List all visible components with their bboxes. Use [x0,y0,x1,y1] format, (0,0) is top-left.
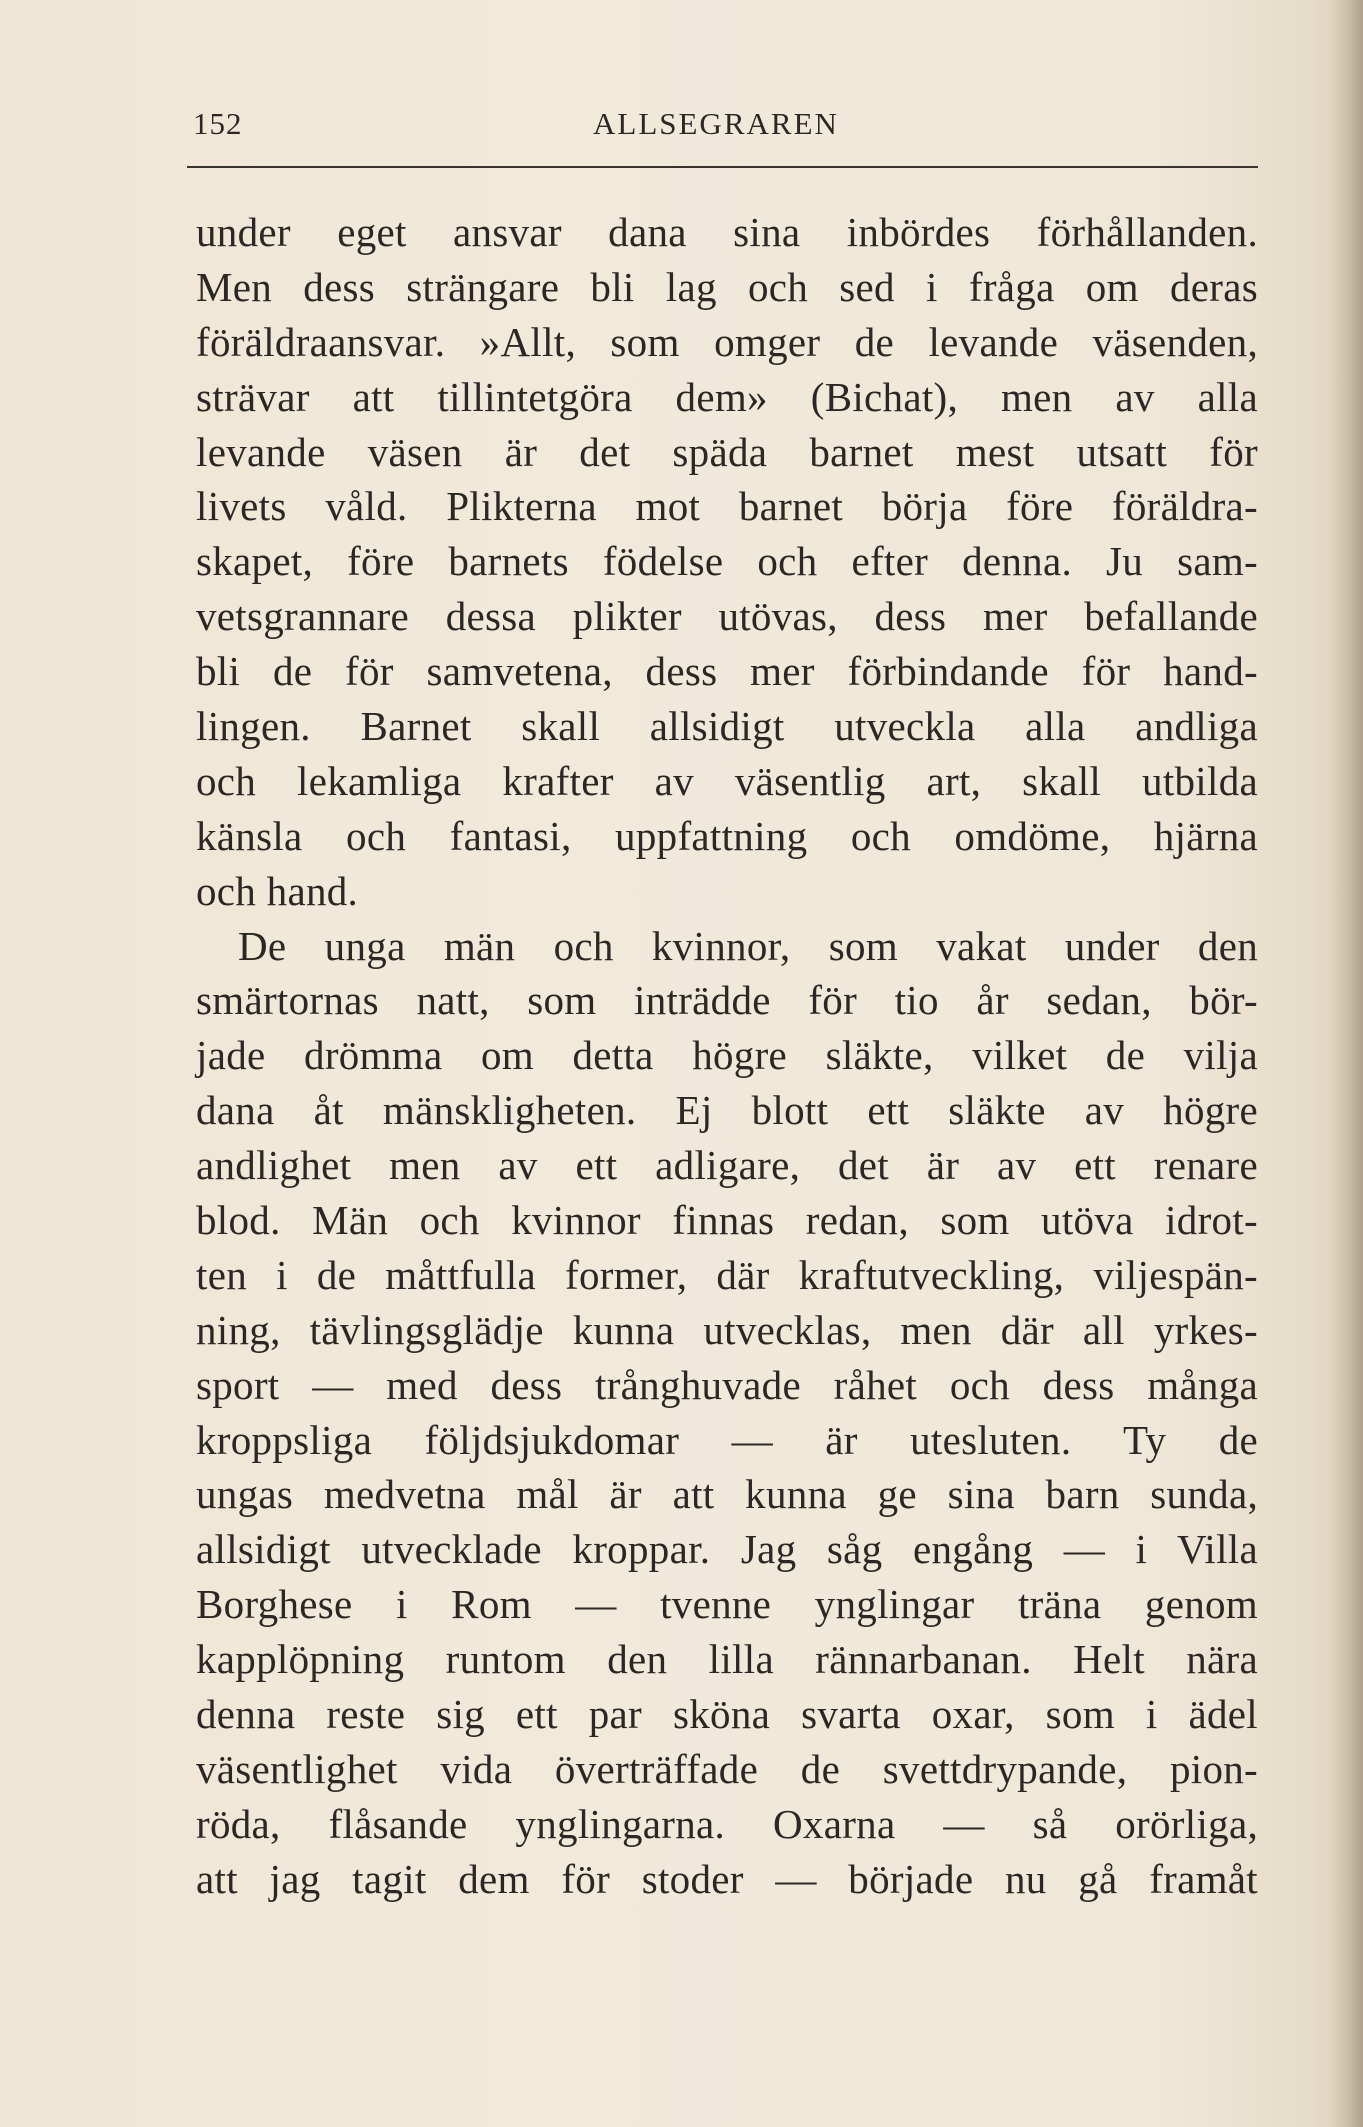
text-line: ning, tävlingsglädje kunna utvecklas, men där all yrkes- [196,1306,1258,1353]
paragraph-last-line: och hand. [196,867,359,914]
text-line: blod. Män och kvinnor finnas redan, som utöva idrot- [196,1197,1258,1244]
text-line: vetsgrannare dessa plikter utövas, dess mer befallande [196,593,1258,640]
text-line: ten i de måttfulla former, där kraftutveckling, viljespän- [196,1251,1258,1298]
text-line: Men dess strängare bli lag och sed i fråga om deras [196,263,1258,310]
text-line: skapet, före barnets födelse och efter denna. Ju sam- [196,538,1258,585]
running-title: ALLSEGRAREN [593,106,839,141]
text-line: strävar att tillintetgöra dem» (Bichat), men av alla [196,373,1258,420]
text-line: andlighet men av ett adligare, det är av ett renare [196,1142,1258,1189]
text-line: bli de för samvetena, dess mer förbindande för hand- [196,648,1258,695]
text-line: röda, flåsande ynglingarna. Oxarna — så orörliga, [196,1800,1258,1847]
paragraph-first-line: De unga män och kvinnor, som vakat under den [238,922,1258,969]
page-header [193,106,1258,156]
text-line: föräldraansvar. »Allt, som omger de levande väsenden, [196,318,1258,365]
text-line: lingen. Barnet skall allsidigt utveckla alla andliga [196,703,1258,750]
text-line: livets våld. Plikterna mot barnet börja före föräldra- [196,483,1258,530]
text-line: väsentlighet vida överträffade de svettdrypande, pion- [196,1745,1258,1792]
text-line: under eget ansvar dana sina inbördes förhållanden. [196,209,1258,255]
header-rule [187,166,1258,168]
text-line: smärtornas natt, som inträdde för tio år sedan, bör- [196,977,1258,1024]
text-line: ungas medvetna mål är att kunna ge sina barn sunda, [196,1471,1258,1518]
page-edge-shadow [1329,0,1363,2127]
page-number: 152 [193,106,243,141]
text-line: Borghese i Rom — tvenne ynglingar träna genom [196,1581,1258,1628]
text-line: allsidigt utvecklade kroppar. Jag såg engång — i Villa [196,1526,1258,1573]
text-line: levande väsen är det späda barnet mest utsatt för [196,428,1258,475]
text-line: att jag tagit dem för stoder — började nu gå framåt [196,1855,1258,1902]
text-line: sport — med dess trånghuvade råhet och dess många [196,1361,1258,1408]
text-line: dana åt mänskligheten. Ej blott ett släkte av högre [196,1087,1258,1134]
text-line: jade drömma om detta högre släkte, vilket de vilja [196,1032,1258,1079]
text-line: och lekamliga krafter av väsentlig art, skall utbilda [196,757,1258,804]
text-line: denna reste sig ett par sköna svarta oxar, som i ädel [196,1691,1258,1738]
body-text [196,205,1258,1907]
text-line: kroppsliga följdsjukdomar — är utesluten. Ty de [196,1416,1258,1463]
text-line: kapplöpning runtom den lilla rännarbanan. Helt nära [196,1636,1258,1683]
text-line: känsla och fantasi, uppfattning och omdöme, hjärna [196,812,1258,859]
